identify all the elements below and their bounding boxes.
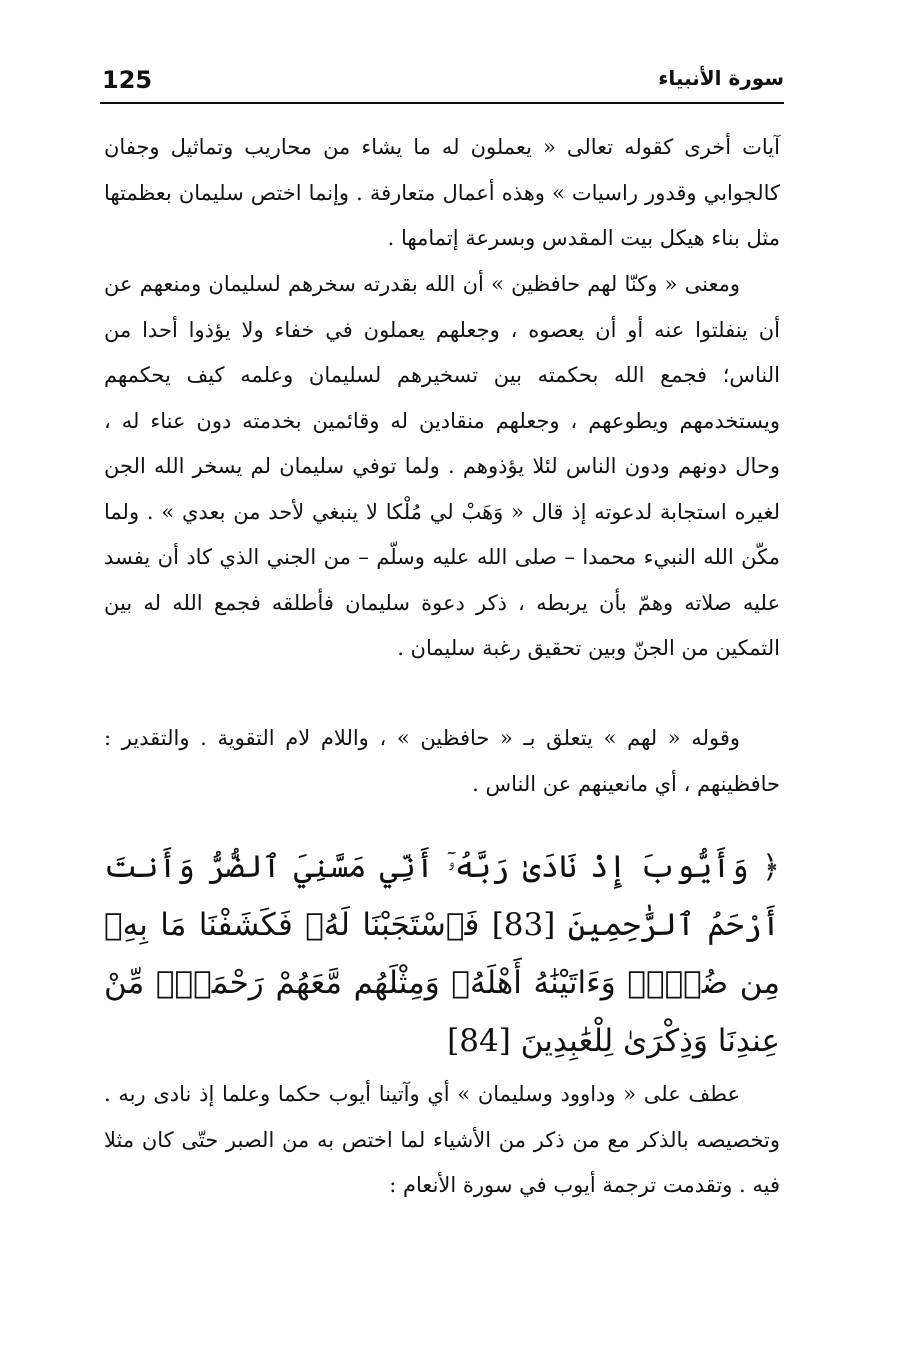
paragraph-3: وقوله « لهم » يتعلق بـ « حافظين » ، واللام لام التقوية . والتقدير : حافظينهم ، أي مانعينهم عن الناس . [104, 726, 780, 796]
paragraph-2: ومعنى « وكنّا لهم حافظين » أن الله بقدرته سخرهم لسليمان ومنعهم عن أن ينفلتوا عنه أو أن يعصوه ، وجعلهم يعملون في خفاء ولا يؤذوا أحدا من الناس؛ فجمع الله بحكمته بين تسخيرهم لسليمان وعلمه كيف يحكمهم ويستخدمهم ويطوعهم ، وجعلهم منقادين له وقائمين بخدمته دون عناء له ، وحال دونهم ودون الناس لئلا يؤذوهم . ولما توفي سليمان لم يسخر الله الجن لغيره استجابة لدعوته إذ قال « وَهَبْ لي مُلْكا لا ينبغي لأحد من بعدي » . ولما مكّن الله النبيء محمدا – صلى الله عليه وسلّم – من الجني الذي كاد أن يفسد عليه صلاته وهمّ بأن يربطه ، ذكر دعوة سليمان فأطلقه فجمع الله له بين التمكين من الجنّ وبين تحقيق رغبة سليمان . [104, 272, 780, 660]
paragraph-4: عطف على « وداوود وسليمان » أي وآتينا أيوب حكما وعلما إذ نادى ربه . وتخصيصه بالذكر مع من ذكر من الأشياء لما اختص به من الصبر حتّى كان مثلا فيه . وتقدمت ترجمة أيوب في سورة الأنعام : [104, 1082, 780, 1197]
quran-verse: ﴿ وَأَيُّوبَ إِذْ نَادَىٰ رَبَّهُۥٓ أَنِّي مَسَّنِيَ ٱلضُّرُّ وَأَنتَ أَرْحَمُ ٱلرَّٰحِمِينَ [83] فَٱسْتَجَبْنَا لَهُۥ فَكَشَفْنَا مَا بِهِۦ مِن ضُرٍّۢ وَءَاتَيْنَٰهُ أَهْلَهُۥ وَمِثْلَهُم مَّعَهُمْ رَحْمَةًۭ مِّنْ عِندِنَا وَذِكْرَىٰ لِلْعَٰبِدِينَ [84] [104, 849, 780, 1059]
surah-title: سورة الأنبياء [658, 66, 784, 90]
page-header [100, 62, 784, 104]
page-number: 125 [102, 66, 153, 94]
paragraph-1: آيات أخرى كقوله تعالى « يعملون له ما يشاء من محاريب وتماثيل وجفان كالجوابي وقدور راسيات » وهذه أعمال متعارفة . وإنما اختص سليمان بعظمتها مثل بناء هيكل بيت المقدس وبسرعة إتمامها . [104, 135, 780, 250]
